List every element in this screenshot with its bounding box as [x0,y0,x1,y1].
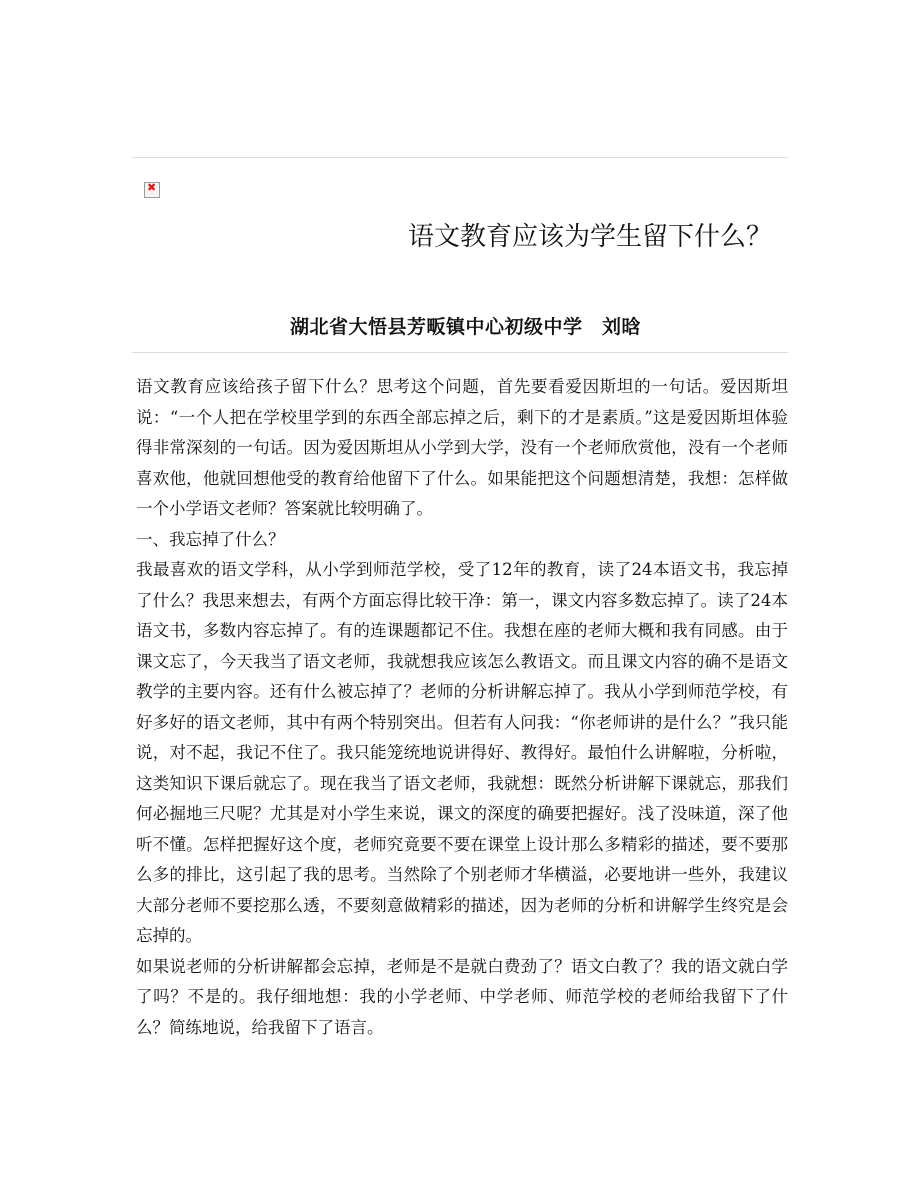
broken-image-icon [144,182,160,198]
author-line: 湖北省大悟县芳畈镇中心初级中学 刘晗 [290,316,642,338]
article-body [136,372,788,1043]
section-heading: 一、我忘掉了什么？ [136,529,285,549]
paragraph-language: 如果说老师的分析讲解都会忘掉，老师是不是就白费劲了？语文白教了？我的语文就白学了吗？不是的。我仔细地想：我的小学老师、中学老师、师范学校的老师给我留下了什么？简练地说，给我留下了语言。 [136,956,788,1037]
header-divider [132,352,788,353]
document-title: 语文教育应该为学生留下什么？ [408,222,773,252]
paragraph-intro: 语文教育应该给孩子留下什么？思考这个问题，首先要看爱因斯坦的一句话。爱因斯坦说：“一个人把在学校里学到的东西全部忘掉之后，剩下的才是素质。”这是爱因斯坦体验得非常深刻的一句话。因为爱因斯坦从小学到大学，没有一个老师欣赏他，没有一个老师喜欢他，他就回想他受的教育给他留下了什么。如果能把这个问题想清楚，我想：怎样做一个小学语文老师？答案就比较明确了。 [136,377,788,518]
top-divider [132,157,788,158]
paragraph-forgotten: 我最喜欢的语文学科，从小学到师范学校，受了12年的教育，读了24本语文书，我忘掉了什么？我思来想去，有两个方面忘得比较干净：第一，课文内容多数忘掉了。读了24本语文书，多数内容忘掉了。有的连课题都记不住。我想在座的老师大概和我有同感。由于课文忘了，今天我当了语文老师，我就想我应该怎么教语文。而且课文内容的确不是语文教学的主要内容。还有什么被忘掉了？老师的分析讲解忘掉了。我从小学到师范学校，有好多好的语文老师，其中有两个特别突出。但若有人问我：“你老师讲的是什么？”我只能说，对不起，我记不住了。我只能笼统地说讲得好、教得好。最怕什么讲解啦，分析啦，这类知识下课后就忘了。现在我当了语文老师，我就想：既然分析讲解下课就忘，那我们何必掘地三尺呢？尤其是对小学生来说，课文的深度的确要把握好。浅了没味道，深了他听不懂。怎样把握好这个度，老师究竟要不要在课堂上设计那么多精彩的描述，要不要那么多的排比，这引起了我的思考。当然除了个别老师才华横溢，必要地讲一些外，我建议大部分老师不要挖那么透，不要刻意做精彩的描述，因为老师的分析和讲解学生终究是会忘掉的。 [136,560,788,945]
